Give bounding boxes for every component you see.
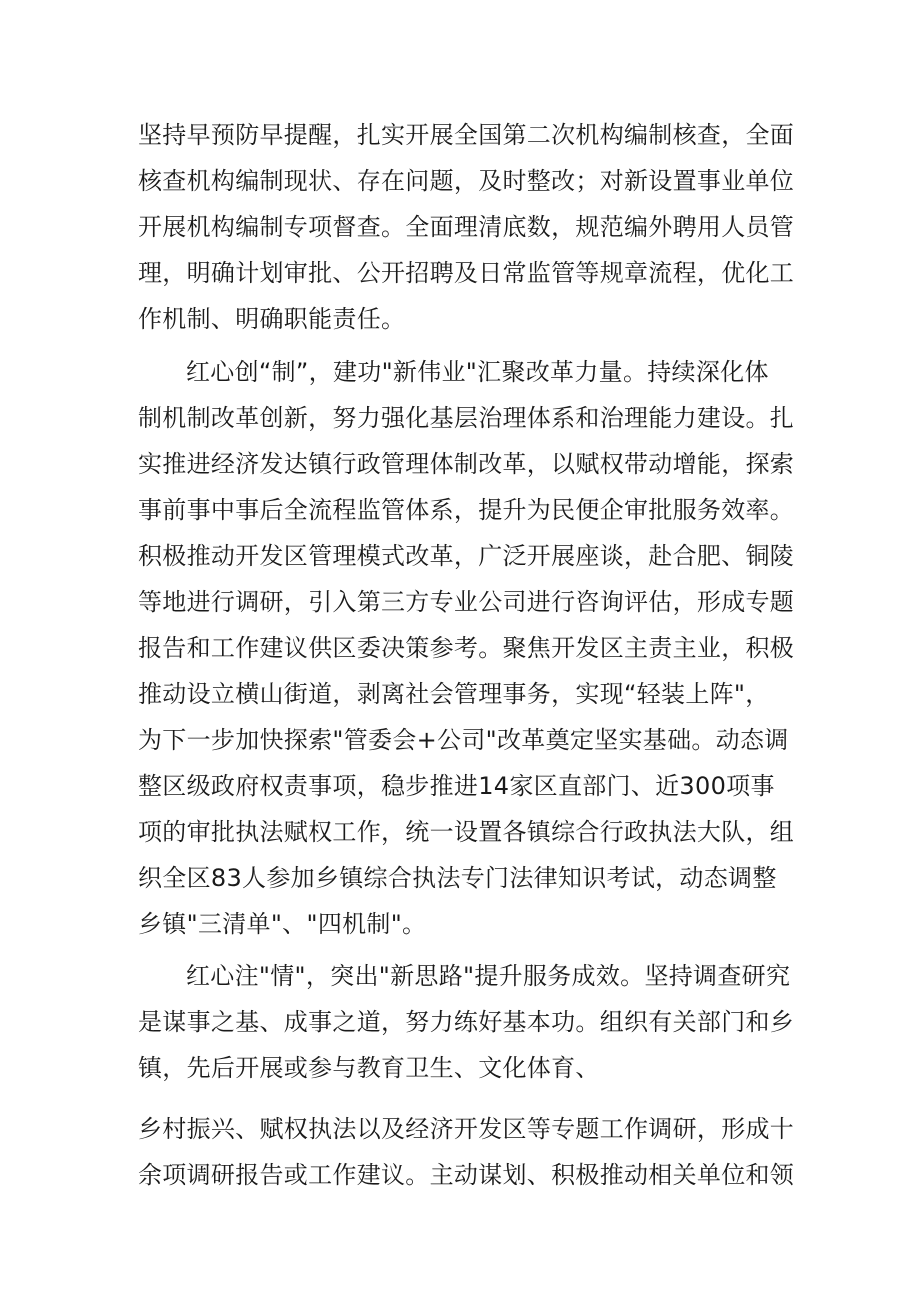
paragraph-2-line-10: 整区级政府权责事项，稳步推进14家区直部门、近300项事	[138, 772, 775, 800]
paragraph-4-line-2: 余项调研报告或工作建议。主动谋划、积极推动相关单位和领	[138, 1161, 795, 1189]
paragraph-1-line-4: 理，明确计划审批、公开招聘及日常监管等规章流程，优化工	[138, 259, 795, 287]
paragraph-1-line-1: 坚持早预防早提醒，扎实开展全国第二次机构编制核查，全面	[138, 121, 795, 149]
paragraph-2-line-13: 乡镇"三清单"、"四机制"。	[138, 910, 427, 938]
paragraph-2-line-3: 实推进经济发达镇行政管理体制改革，以赋权带动增能，探索	[138, 450, 795, 478]
paragraph-1-line-2: 核查机构编制现状、存在问题，及时整改；对新设置事业单位	[138, 167, 795, 195]
paragraph-2-line-7: 报告和工作建议供区委决策参考。聚焦开发区主责主业，积极	[138, 634, 795, 662]
paragraph-2-line-6: 等地进行调研，引入第三方专业公司进行咨询评估，形成专题	[138, 588, 795, 616]
paragraph-3-line-2: 是谋事之基、成事之道，努力练好基本功。组织有关部门和乡	[138, 1008, 795, 1036]
paragraph-2-line-8: 推动设立横山街道，剥离社会管理事务，实现“轻装上阵"，	[138, 680, 770, 708]
paragraph-2-line-12: 织全区83人参加乡镇综合执法专门法律知识考试，动态调整	[138, 864, 777, 892]
paragraph-2-line-9: 为下一步加快探索"管委会+公司"改革奠定坚实基础。动态调	[138, 726, 789, 754]
paragraph-2-line-11: 项的审批执法赋权工作，统一设置各镇综合行政执法大队，组	[138, 818, 795, 846]
paragraph-1-line-3: 开展机构编制专项督查。全面理清底数，规范编外聘用人员管	[138, 213, 795, 241]
paragraph-2-line-4: 事前事中事后全流程监管体系，提升为民便企审批服务效率。	[138, 496, 795, 524]
paragraph-2-line-5: 积极推动开发区管理模式改革，广泛开展座谈，赴合肥、铜陵	[138, 542, 795, 570]
paragraph-4-line-1: 乡村振兴、赋权执法以及经济开发区等专题工作调研，形成十	[138, 1115, 795, 1143]
paragraph-2-line-2: 制机制改革创新，努力强化基层治理体系和治理能力建设。扎	[138, 404, 795, 432]
paragraph-1-line-5: 作机制、明确职能责任。	[138, 305, 406, 333]
paragraph-3-line-3: 镇，先后开展或参与教育卫生、文化体育、	[138, 1054, 600, 1082]
paragraph-3-line-1: 红心注"情"，突出"新思路"提升服务成效。坚持调查研究	[186, 962, 791, 990]
paragraph-2-line-1: 红心创“制”，建功"新伟业"汇聚改革力量。持续深化体	[186, 358, 769, 386]
